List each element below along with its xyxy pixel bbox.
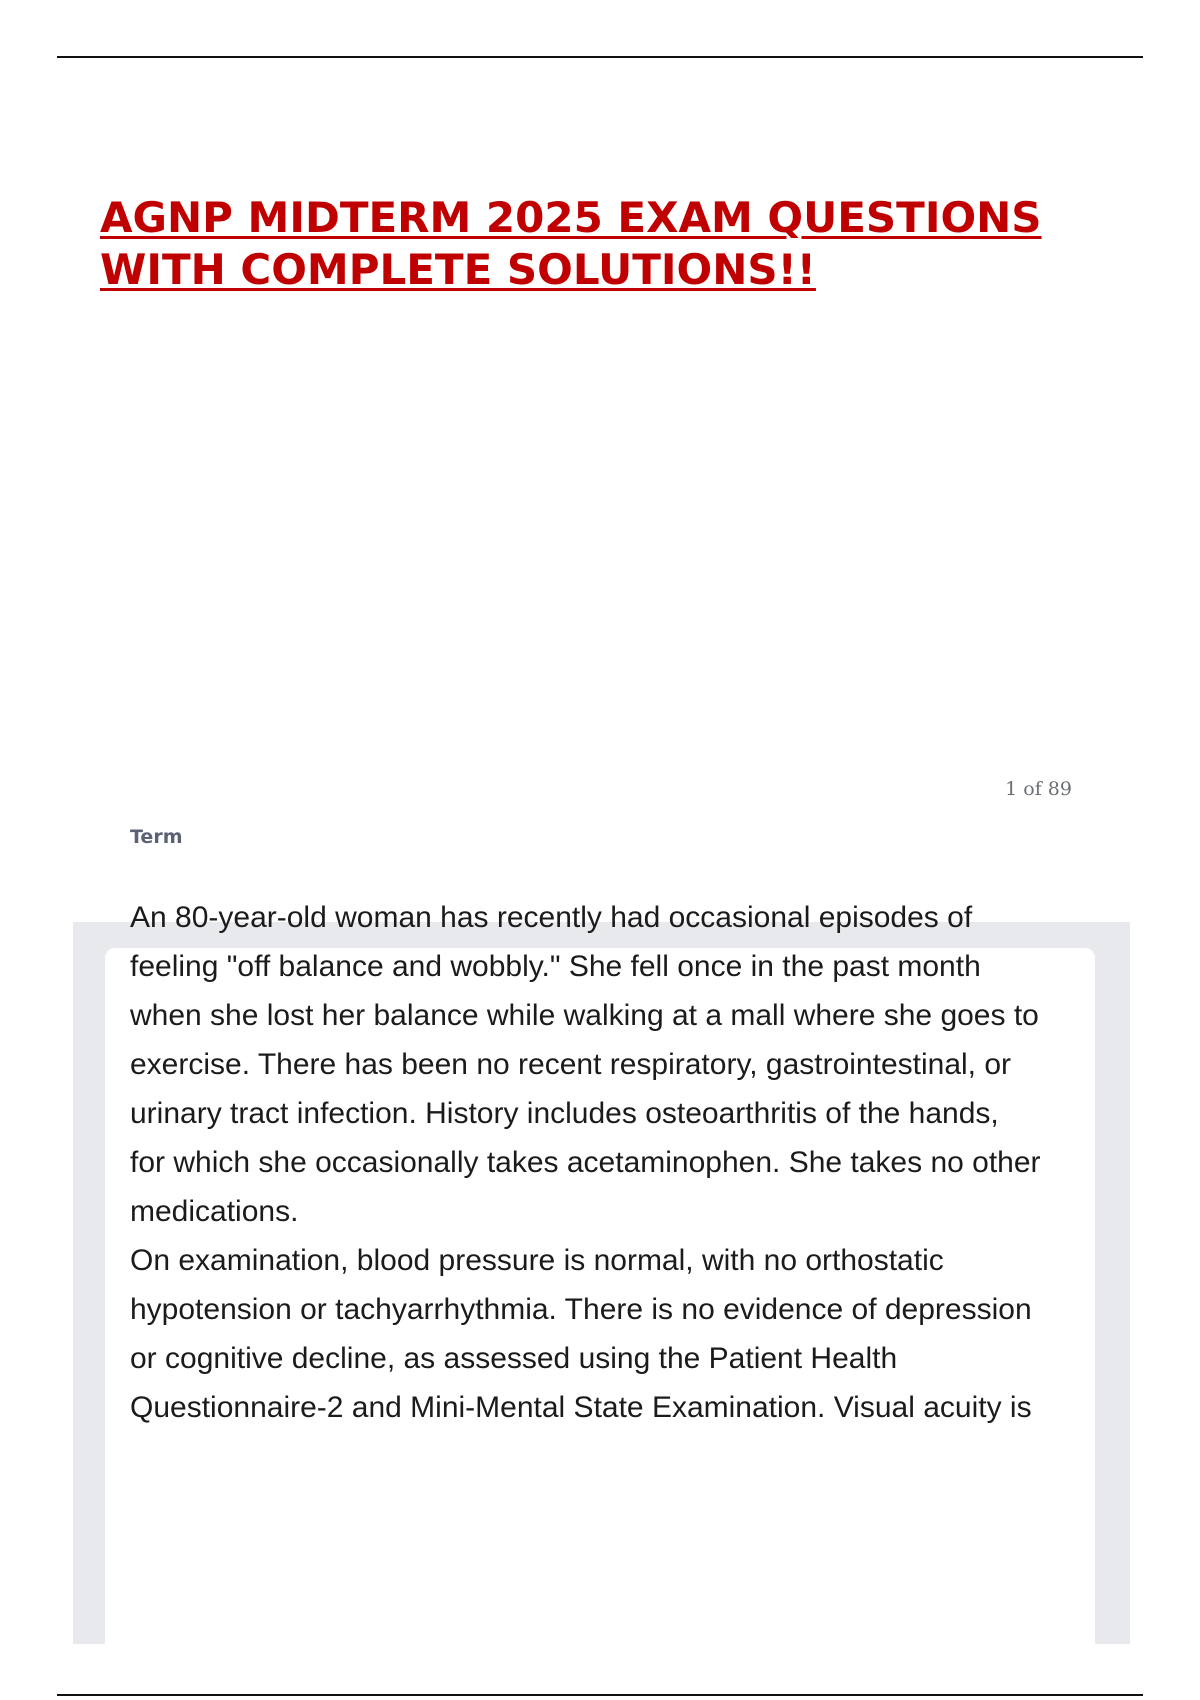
page-counter: 1 of 89	[1005, 778, 1072, 800]
term-text-line: feeling "off balance and wobbly." She fell once in the past month	[130, 950, 981, 983]
document-title-line-1: AGNP MIDTERM 2025 EXAM QUESTIONS	[100, 193, 1042, 242]
bottom-rule	[57, 1694, 1143, 1696]
term-text-line: On examination, blood pressure is normal, with no orthostatic	[130, 1244, 944, 1277]
term-text-line: urinary tract infection. History includes osteoarthritis of the hands,	[130, 1097, 999, 1130]
term-label: Term	[130, 826, 183, 848]
term-text-line: hypotension or tachyarrhythmia. There is no evidence of depression	[130, 1293, 1032, 1326]
document-title-line-2: WITH COMPLETE SOLUTIONS!!	[100, 245, 816, 294]
term-text-line: when she lost her balance while walking at a mall where she goes to	[130, 999, 1039, 1032]
top-rule	[57, 56, 1143, 58]
document-title	[100, 192, 1100, 296]
term-text-line: medications.	[130, 1195, 299, 1228]
term-text-line: or cognitive decline, as assessed using the Patient Health	[130, 1342, 898, 1375]
term-text-line: Questionnaire-2 and Mini-Mental State Examination. Visual acuity is	[130, 1391, 1032, 1424]
term-text	[130, 893, 1090, 1432]
term-text-line: An 80-year-old woman has recently had occasional episodes of	[130, 901, 973, 934]
term-text-line: exercise. There has been no recent respiratory, gastrointestinal, or	[130, 1048, 1012, 1081]
term-text-line: for which she occasionally takes acetaminophen. She takes no other	[130, 1146, 1041, 1179]
